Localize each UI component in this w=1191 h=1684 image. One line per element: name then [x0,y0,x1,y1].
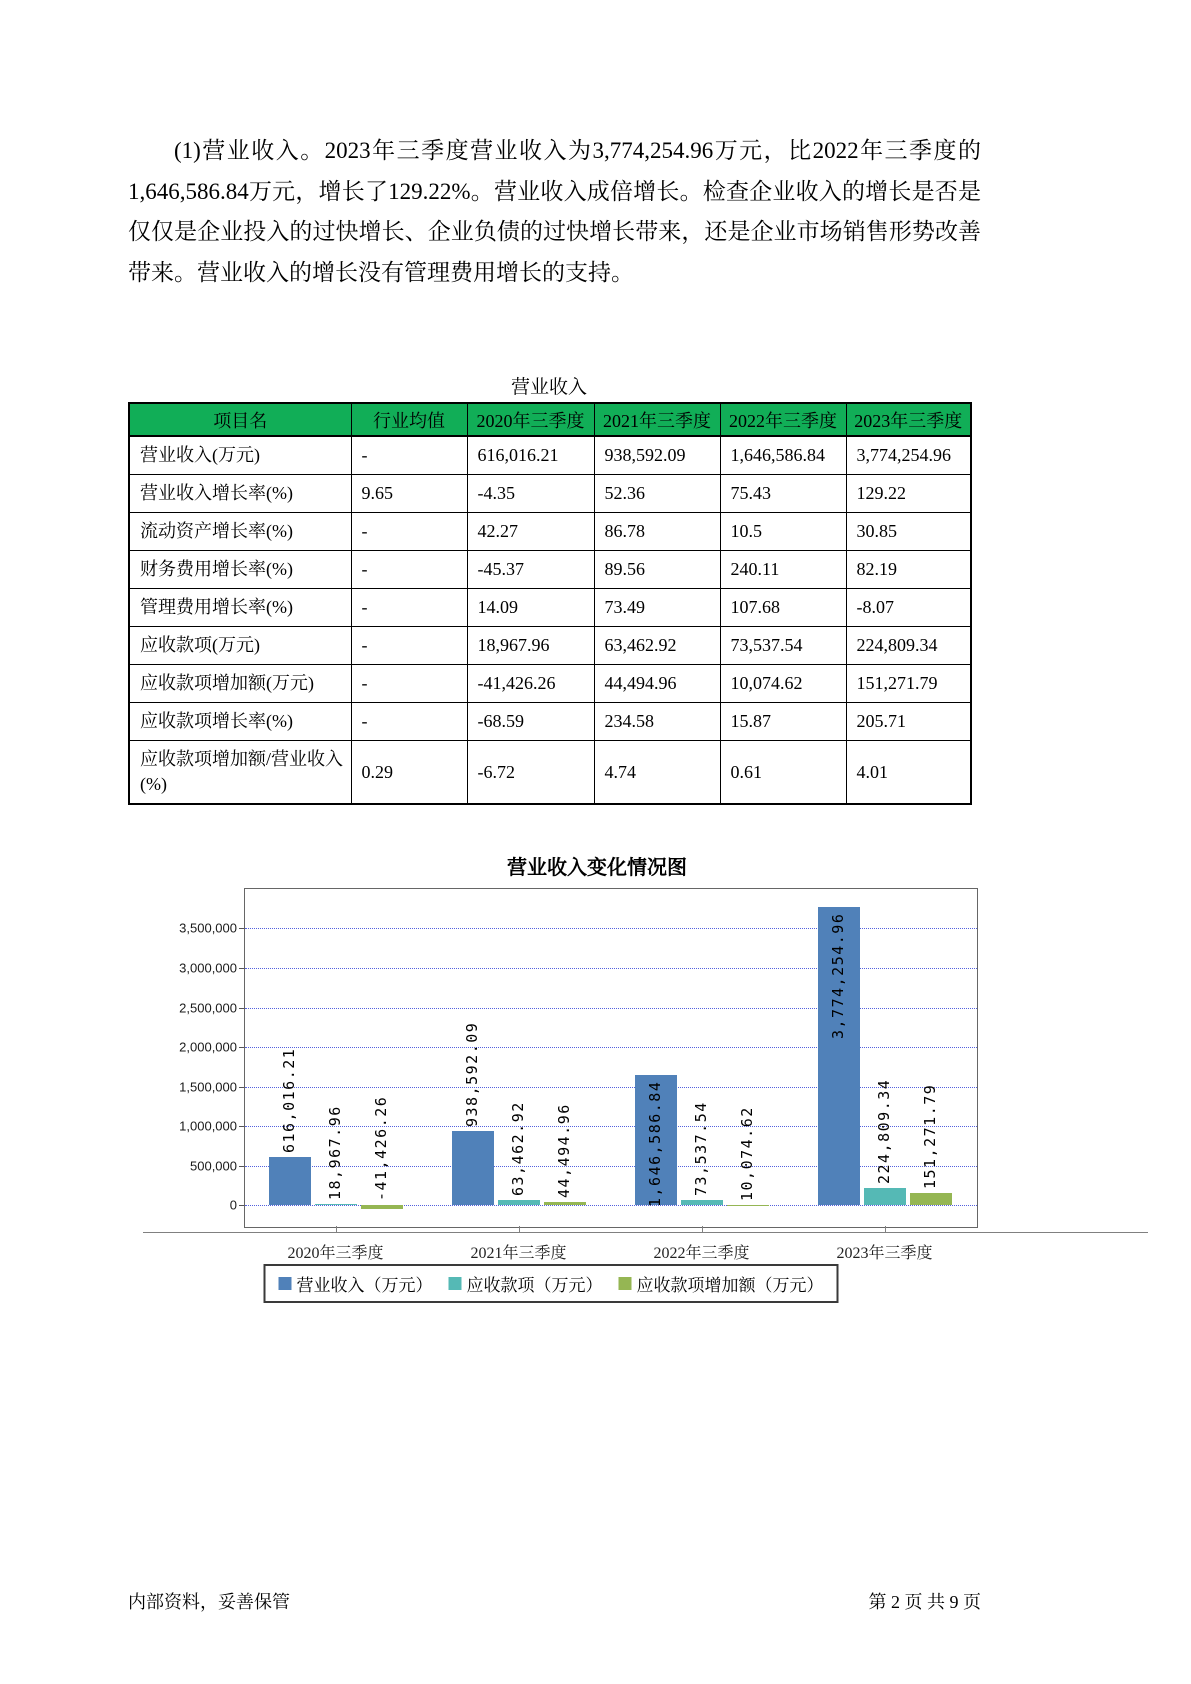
chart-gridline [245,968,977,969]
table-row [129,436,971,475]
chart-gridline [245,1008,977,1009]
table-cell: - [351,513,467,551]
chart-gridline [245,928,977,929]
y-axis-tick [239,1008,244,1009]
table-cell: 73.49 [594,589,720,627]
table-cell: 240.11 [720,551,846,589]
table-cell: -8.07 [846,589,971,627]
chart-bar-value-label: -41,426.26 [372,1096,390,1202]
table-cell: 73,537.54 [720,627,846,665]
body-paragraph: (1)营业收入。2023年三季度营业收入为3,774,254.96万元，比2022年三季度的1,646,586.84万元，增长了129.22%。营业收入成倍增长。检查企业收入的增长是否是仅仅是企业投入的过快增长、企业负债的过快增长带来，还是企业市场销售形势改善带来。营业收入的增长没有管理费用增长的支持。 [128,138,981,285]
chart-bar [864,1188,906,1206]
legend-item [449,1271,603,1296]
table-header-row [129,403,971,436]
table-cell: 9.65 [351,475,467,513]
table-column-header: 项目名 [129,403,351,436]
table-cell: 234.58 [594,703,720,741]
table-cell: 1,646,586.84 [720,436,846,475]
legend-label: 应收款项（万元） [466,1276,603,1295]
chart-bar [727,1205,769,1206]
chart-bar-value-label: 10,074.62 [738,1105,756,1201]
table-column-header: 2020年三季度 [467,403,594,436]
table-row-label: 营业收入(万元) [129,436,351,475]
table-cell: 86.78 [594,513,720,551]
x-axis-category-label: 2020年三季度 [287,1245,384,1262]
legend-item [619,1271,824,1296]
table-cell: 63,462.92 [594,627,720,665]
table-cell: 75.43 [720,475,846,513]
table-cell: - [351,627,467,665]
table-cell: -6.72 [467,741,594,805]
table-column-header: 2022年三季度 [720,403,846,436]
chart-title: 营业收入变化情况图 [507,857,687,879]
chart-bar [315,1204,357,1206]
financial-table [128,402,972,805]
y-axis-tick [239,1047,244,1048]
chart-bar-value-label: 938,592.09 [463,1021,481,1128]
chart-bar-value-label: 73,537.54 [692,1100,710,1196]
table-row [129,551,971,589]
table-column-header: 行业均值 [351,403,467,436]
chart-bar-value-label: 18,967.96 [326,1105,344,1200]
y-axis-tick-label: 2,500,000 [179,1000,237,1016]
table-row [129,703,971,741]
table-row-label: 应收款项增长率(%) [129,703,351,741]
table-cell: 0.29 [351,741,467,805]
table-cell: 151,271.79 [846,665,971,703]
table-row [129,589,971,627]
table-cell: 129.22 [846,475,971,513]
table-cell: 224,809.34 [846,627,971,665]
table-row-label: 财务费用增长率(%) [129,551,351,589]
table-cell: 18,967.96 [467,627,594,665]
table-cell: 10,074.62 [720,665,846,703]
table-cell: -68.59 [467,703,594,741]
table-cell: 938,592.09 [594,436,720,475]
table-row [129,665,971,703]
chart-bar [361,1205,403,1208]
table-row-label: 应收款项增加额(万元) [129,665,351,703]
footer-page-number: 第 2 页 共 9 页 [868,1592,981,1612]
y-axis-tick-label: 3,000,000 [179,960,237,976]
table-cell: 3,774,254.96 [846,436,971,475]
footer-classification: 内部资料，妥善保管 [128,1592,290,1612]
y-axis-tick [239,968,244,969]
table-cell: 205.71 [846,703,971,741]
y-axis-tick [239,1166,244,1167]
table-column-header: 2021年三季度 [594,403,720,436]
table-cell: -41,426.26 [467,665,594,703]
table-row [129,627,971,665]
table-cell: 10.5 [720,513,846,551]
chart-gridline [245,1166,977,1167]
table-row-label: 应收款项(万元) [129,627,351,665]
page-footer [128,1588,981,1614]
y-axis-tick-label: 3,500,000 [179,920,237,936]
table-title: 营业收入 [510,377,587,398]
table-row-label: 营业收入增长率(%) [129,475,351,513]
chart-bar [498,1200,540,1205]
table-cell: 4.01 [846,741,971,805]
legend-swatch [619,1277,632,1290]
table-row [129,513,971,551]
table-column-header: 2023年三季度 [846,403,971,436]
table-cell: -4.35 [467,475,594,513]
table-body [129,436,971,804]
table-cell: 0.61 [720,741,846,805]
chart-legend [264,1264,839,1303]
table-cell: 52.36 [594,475,720,513]
table-row [129,741,971,805]
table-cell: - [351,665,467,703]
chart-bar-value-label: 3,774,254.96 [829,912,847,1039]
legend-item [279,1271,433,1296]
chart-plot-area [244,888,978,1228]
chart-bar-value-label: 151,271.79 [921,1084,939,1190]
x-axis-category-label: 2021年三季度 [470,1245,567,1262]
table-cell: -45.37 [467,551,594,589]
x-axis-category-label: 2023年三季度 [836,1245,933,1262]
chart-bar [910,1193,952,1205]
chart-gridline [245,1126,977,1127]
legend-label: 营业收入（万元） [296,1276,433,1295]
x-axis-line [143,1232,1148,1233]
y-axis-tick [239,1205,244,1206]
table-cell: - [351,703,467,741]
table-row-label: 应收款项增加额/营业收入(%) [129,741,351,805]
legend-swatch [279,1277,292,1290]
table-cell: 15.87 [720,703,846,741]
y-axis-tick [239,928,244,929]
chart-bar [452,1131,494,1205]
chart-bar-value-label: 224,809.34 [875,1078,893,1184]
chart-bar-value-label: 63,462.92 [509,1101,527,1197]
chart-bar [269,1157,311,1206]
chart-gridline [245,1087,977,1088]
table-cell: 82.19 [846,551,971,589]
y-axis-tick-label: 2,000,000 [179,1039,237,1055]
table-row [129,475,971,513]
y-axis-tick [239,1126,244,1127]
chart-gridline [245,1205,977,1206]
legend-label: 应收款项增加额（万元） [636,1276,824,1295]
table-row-label: 流动资产增长率(%) [129,513,351,551]
table-cell: 30.85 [846,513,971,551]
chart-bar-value-label: 1,646,586.84 [646,1080,664,1208]
y-axis-tick-label: 1,000,000 [179,1118,237,1134]
chart-bar [681,1200,723,1206]
table-cell: 44,494.96 [594,665,720,703]
table-cell: - [351,436,467,475]
y-axis-tick [239,1087,244,1088]
table-cell: 89.56 [594,551,720,589]
chart-bar-value-label: 616,016.21 [280,1047,298,1153]
table-cell: 616,016.21 [467,436,594,475]
table-cell: 4.74 [594,741,720,805]
y-axis-tick-label: 0 [229,1197,237,1213]
y-axis-tick-label: 1,500,000 [179,1079,237,1095]
chart-bar [544,1202,586,1206]
table-header [129,403,971,436]
table-row-label: 管理费用增长率(%) [129,589,351,627]
table-cell: 14.09 [467,589,594,627]
y-axis-tick-label: 500,000 [190,1158,237,1174]
table-cell: 107.68 [720,589,846,627]
chart-gridline [245,1047,977,1048]
table-cell: - [351,589,467,627]
table-cell: 42.27 [467,513,594,551]
chart-bar-value-label: 44,494.96 [555,1103,573,1198]
x-axis-category-label: 2022年三季度 [653,1245,750,1262]
legend-swatch [449,1277,462,1290]
table-cell: - [351,551,467,589]
